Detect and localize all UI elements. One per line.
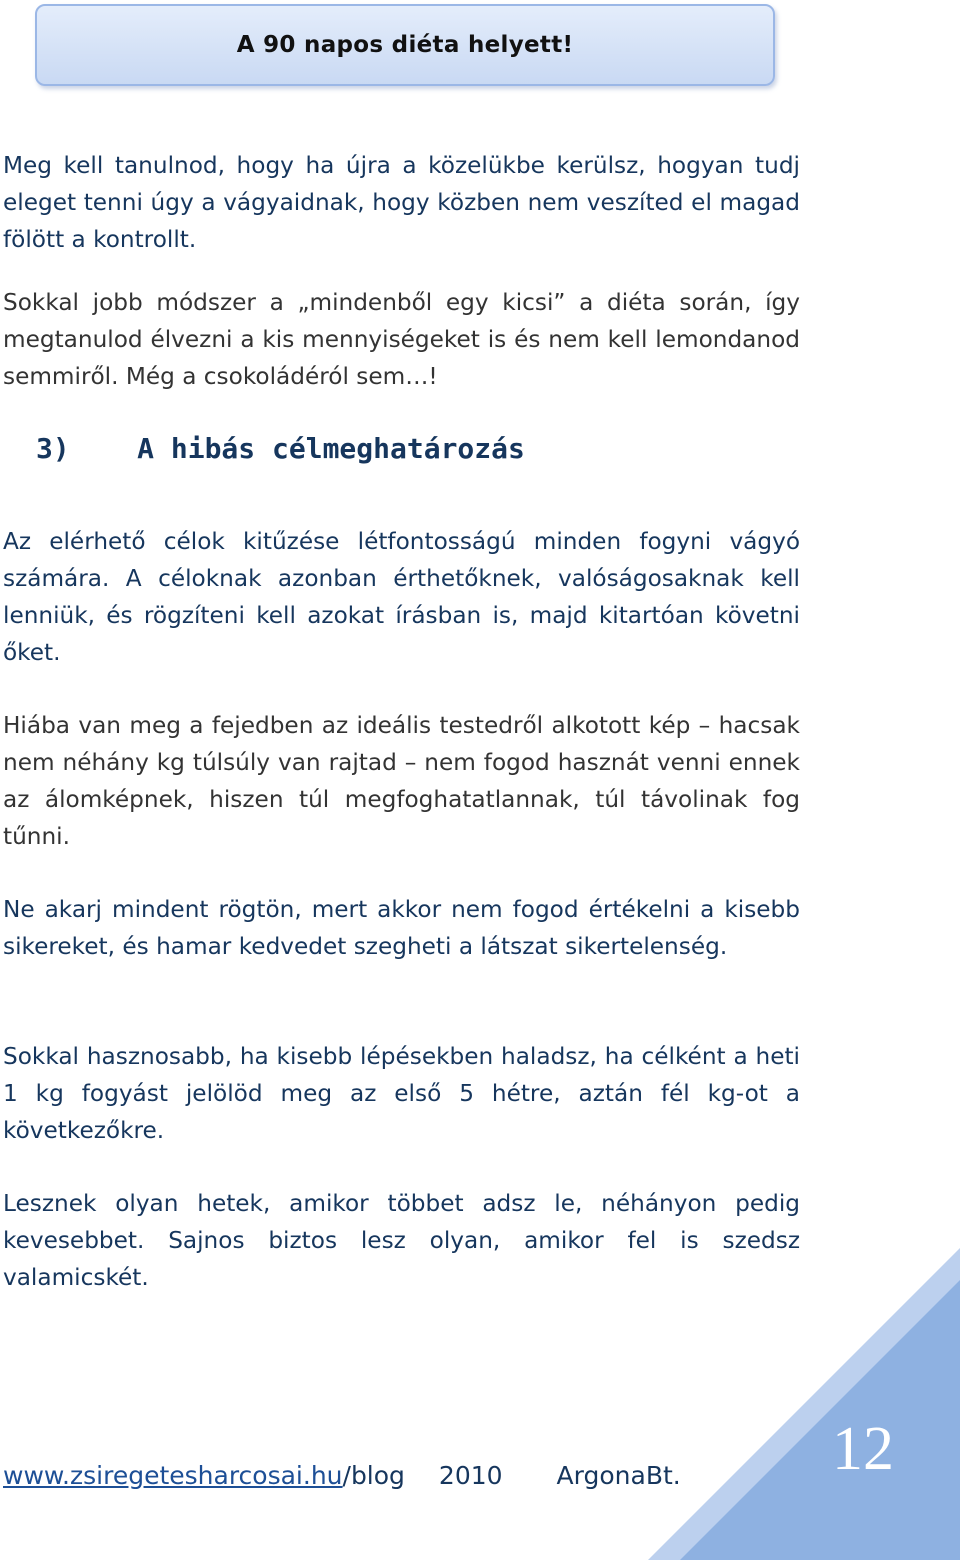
footer-link-suffix: /blog: [342, 1461, 405, 1490]
page-number: 12: [832, 1415, 894, 1483]
paragraph-7: Lesznek olyan hetek, amikor többet adsz le, néhányon pedig kevesebbet. Sajnos biztos lesz olyan, amikor fel is szedsz valamicskét.: [3, 1190, 800, 1291]
title-box: [35, 4, 775, 86]
paragraph-6: Sokkal hasznosabb, ha kisebb lépésekben haladsz, ha célként a heti 1 kg fogyást jelölöd meg az első 5 hétre, aztán fél kg-ot a következőkre.: [3, 1043, 800, 1144]
page-title: A 90 napos diéta helyett!: [236, 32, 574, 58]
paragraph-5: Ne akarj mindent rögtön, mert akkor nem fogod értékelni a kisebb sikereket, és hamar kedvedet szegheti a látszat sikertelenség.: [3, 896, 800, 960]
paragraph-4: Hiába van meg a fejedben az ideális testedről alkotott kép – hacsak nem néhány kg túlsúly van rajtad – nem fogod hasznát venni ennek az álomképnek, hiszen túl megfoghatatlannak, túl távolinak fog tűnni.: [3, 712, 800, 850]
footer: [3, 1461, 681, 1490]
section-heading: 3) A hibás célmeghatározás: [36, 432, 525, 465]
paragraph-3: Az elérhető célok kitűzése létfontosságú minden fogyni vágyó számára. A céloknak azonban érthetőknek, valóságosaknak kell lenniük, és rögzíteni kell azokat írásban is, majd kitartóan követni őket.: [3, 528, 800, 666]
paragraph-2: Sokkal jobb módszer a „mindenből egy kicsi” a diéta során, így megtanulod élvezni a kis mennyiségeket is és nem kell lemondanod semmiről. Még a csokoládéról sem…!: [3, 289, 800, 390]
footer-year: 2010: [438, 1461, 503, 1490]
footer-site-link[interactable]: www.zsiregetesharcosai.hu: [3, 1461, 343, 1490]
footer-company: ArgonaBt.: [556, 1461, 681, 1490]
paragraph-1: Meg kell tanulnod, hogy ha újra a közelükbe kerülsz, hogyan tudj eleget tenni úgy a vágyaidnak, hogy közben nem veszíted el magad fölött a kontrollt.: [3, 152, 800, 253]
